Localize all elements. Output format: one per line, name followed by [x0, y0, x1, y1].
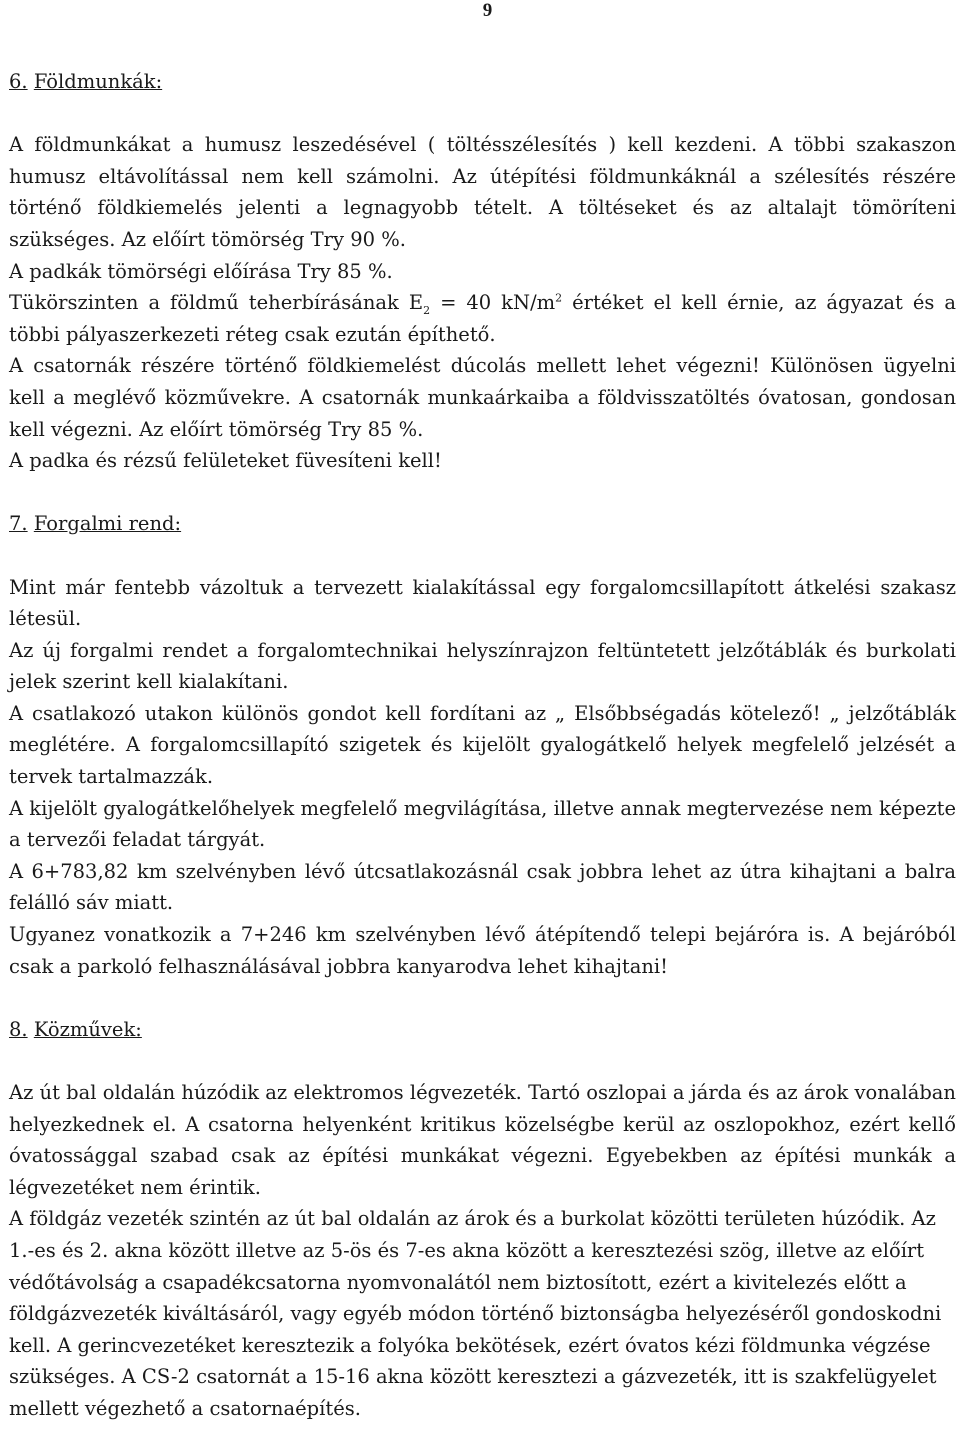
paragraph: Az új forgalmi rendet a forgalomtechnikai helyszínrajzon feltüntetett jelzőtáblák és burkolati jelek szerint kell kialakítani.: [9, 638, 956, 694]
paragraph: A csatlakozó utakon különös gondot kell fordítani az „ Elsőbbségadás kötelező! „ jelzőtáblák meglétére. A forgalomcsillapító szigetek és kijelölt gyalogátkelő helyek megfelelő jelzését a tervek tartalmazzák.: [9, 701, 956, 789]
paragraph: A padka és rézsű felületeket füvesíteni kell!: [9, 449, 442, 473]
paragraph: A padkák tömörségi előírása Try 85 %.: [9, 259, 393, 283]
section-heading-8: [9, 1014, 956, 1046]
paragraph: A földmunkákat a humusz leszedésével ( töltésszélesítés ) kell kezdeni. A többi szakaszon humusz eltávolítással nem kell számolni. Az útépítési földmunkáknál a szélesítés részére történő földkiemelés jelenti a legnagyobb tételt. A töltéseket és az altalajt tömöríteni szükséges. Az előírt tömörség Try 90 %.: [9, 133, 956, 251]
section-number: 8.: [9, 1017, 28, 1041]
section-title: Közművek:: [33, 1017, 142, 1041]
document-body: [9, 66, 956, 1425]
paragraph: Ugyanez vonatkozik a 7+246 km szelvényben lévő átépítendő telepi bejáróra is. A bejáróból csak a parkoló felhasználásával jobbra kanyarodva lehet kihajtani!: [9, 923, 956, 978]
paragraph: Mint már fentebb vázoltuk a tervezett kialakítással egy forgalomcsillapított átkelési szakasz létesül.: [9, 575, 956, 631]
section-heading-6: [9, 66, 956, 98]
paragraph-bearing-capacity: Tükörszinten a földmű teherbírásának $E_2 = 40$ $kN/m^2$ értéket el kell érnie, az ágyazat és a többi pályaszerkezeti réteg csak ezután építhető.: [9, 291, 956, 346]
paragraph: A csatornák részére történő földkiemelést dúcolás mellett lehet végezni! Különösen ügyelni kell a meglévő közművekre. A csatornák munkaárkaiba a földvisszatöltés óvatosan, gondosan kell végezni. Az előírt tömörség Try 85 %.: [9, 354, 956, 441]
section-number: 6.: [9, 70, 28, 93]
page-number: 9: [482, 0, 493, 21]
paragraph: A 6+783,82 km szelvényben lévő útcsatlakozásnál csak jobbra lehet az útra kihajtani a balra felálló sáv miatt.: [9, 859, 956, 915]
section-heading-7: [9, 508, 956, 540]
paragraph: Az út bal oldalán húzódik az elektromos légvezeték. Tartó oszlopai a járda és az árok vonalában helyezkednek el. A csatorna helyenként kritikus közelségbe kerül az oszlopokhoz, ezért kellő óvatossággal szabad csak az építési munkákat végezni. Egyebekben az építési munkák a légvezetéket nem érintik.: [9, 1081, 956, 1199]
section-title: Forgalmi rend:: [33, 512, 182, 536]
paragraph: A kijelölt gyalogátkelőhelyek megfelelő megvilágítása, illetve annak megtervezése nem képezte a tervezői feladat tárgyát.: [9, 796, 956, 852]
section-number: 7.: [9, 512, 28, 536]
paragraph: A földgáz vezeték szintén az út bal oldalán az árok és a burkolat közötti területen húzódik. Az 1.-es és 2. akna között illetve az 5-ös és 7-es akna között a keresztezési szög, illetve az előírt védőtávolság a csapadékcsatorna nyomvonalától nem biztosított, ezért a kivitelezés előtt a földgázvezeték kiváltásáról, vagy egyéb módon történő biztonságba helyezéséről gondoskodni kell. A gerincvezetéket keresztezik a folyóka bekötések, ezért óvatos kézi földmunka végzése szükséges. A CS-2 csatornát a 15-16 akna között keresztezi a gázvezeték, itt is szakfelügyelet mellett végezhető a csatornaépítés.: [9, 1207, 942, 1420]
section-title: Földmunkák:: [33, 70, 163, 93]
